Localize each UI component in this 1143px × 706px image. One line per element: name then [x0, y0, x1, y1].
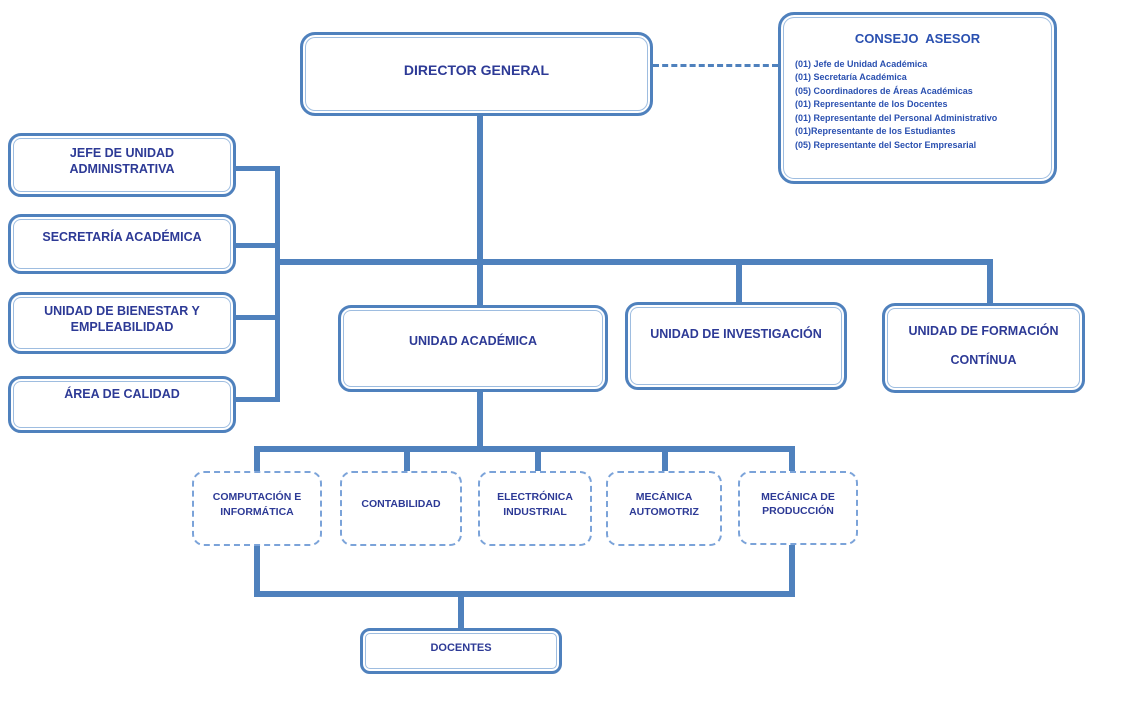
connector-bottom-horizontal: [254, 591, 795, 597]
connector-stub-investigacion: [736, 259, 742, 303]
node-label: UNIDAD DE BIENESTAR Y EMPLEABILIDAD: [44, 303, 200, 334]
node-label: SECRETARÍA ACADÉMICA: [42, 229, 202, 244]
node-docentes: [360, 628, 562, 674]
consejo-member: (01) Jefe de Unidad Académica: [795, 58, 928, 69]
connector-stub-formacion: [987, 259, 993, 304]
node-label: DOCENTES: [430, 641, 492, 654]
node-area-mecanica-produccion: [738, 471, 858, 545]
connector-director-to-academica: [477, 114, 483, 307]
consejo-member: (01) Representante de los Docentes: [795, 99, 948, 110]
node-label: COMPUTACIÓN E INFORMÁTICA: [212, 491, 302, 518]
node-secretaria-academica: [8, 214, 236, 274]
node-label: DIRECTOR GENERAL: [403, 61, 550, 78]
node-label: ÁREA DE CALIDAD: [64, 387, 180, 402]
node-jefe-unidad-administrativa: [8, 133, 236, 197]
node-label: MECÁNICA DE PRODUCCIÓN: [761, 490, 835, 517]
node-area-de-calidad: [8, 376, 236, 433]
node-label: CONTABILIDAD: [361, 498, 441, 511]
consejo-title: CONSEJO ASESOR: [854, 31, 981, 46]
connector-areas-down-right: [789, 545, 795, 597]
node-director-general: [300, 32, 653, 116]
consejo-member: (05) Representante del Sector Empresarial: [795, 139, 977, 150]
consejo-member: (01) Representante del Personal Administrativo: [795, 112, 998, 123]
connector-stub-area-5: [789, 452, 795, 472]
node-label: UNIDAD DE INVESTIGACIÓN: [650, 326, 822, 341]
connector-director-consejo-dashed: [653, 64, 778, 67]
consejo-member: (01) Secretaría Académica: [795, 72, 907, 83]
node-label: MECÁNICA AUTOMOTRIZ: [629, 491, 699, 518]
consejo-member-list: [795, 58, 1040, 153]
connector-areas-horizontal: [254, 446, 795, 452]
connector-stub-area-1: [254, 452, 260, 472]
connector-stub-area-3: [535, 452, 541, 472]
connector-left-trunk: [275, 166, 280, 402]
node-area-mecanica-automotriz: [606, 471, 722, 546]
node-area-contabilidad: [340, 471, 462, 546]
node-unidad-bienestar-empleabilidad: [8, 292, 236, 354]
connector-stub-secretaria: [232, 243, 278, 248]
node-label: UNIDAD DE FORMACIÓN CONTÍNUA: [908, 324, 1059, 367]
node-label: ELECTRÓNICA INDUSTRIAL: [497, 491, 573, 518]
connector-stub-area-4: [662, 452, 668, 472]
node-unidad-academica: [338, 305, 608, 392]
node-area-electronica-industrial: [478, 471, 592, 546]
node-label: UNIDAD ACADÉMICA: [408, 334, 537, 349]
connector-academica-to-areas: [477, 391, 483, 451]
connector-stub-calidad: [230, 397, 278, 402]
node-unidad-investigacion: [625, 302, 847, 390]
node-consejo-asesor: [778, 12, 1057, 184]
consejo-member: (05) Coordinadores de Áreas Académicas: [795, 85, 973, 96]
connector-stub-jefe: [234, 166, 278, 171]
connector-areas-down-left: [254, 545, 260, 597]
node-label: JEFE DE UNIDAD ADMINISTRATIVA: [69, 145, 175, 176]
connector-stub-bienestar: [230, 315, 278, 320]
connector-main-horizontal: [275, 259, 993, 265]
connector-stub-docentes: [458, 597, 464, 629]
consejo-member: (01)Representante de los Estudiantes: [795, 126, 956, 137]
node-unidad-formacion-continua: [882, 303, 1085, 393]
connector-stub-area-2: [404, 452, 410, 472]
node-area-computacion-informatica: [192, 471, 322, 546]
